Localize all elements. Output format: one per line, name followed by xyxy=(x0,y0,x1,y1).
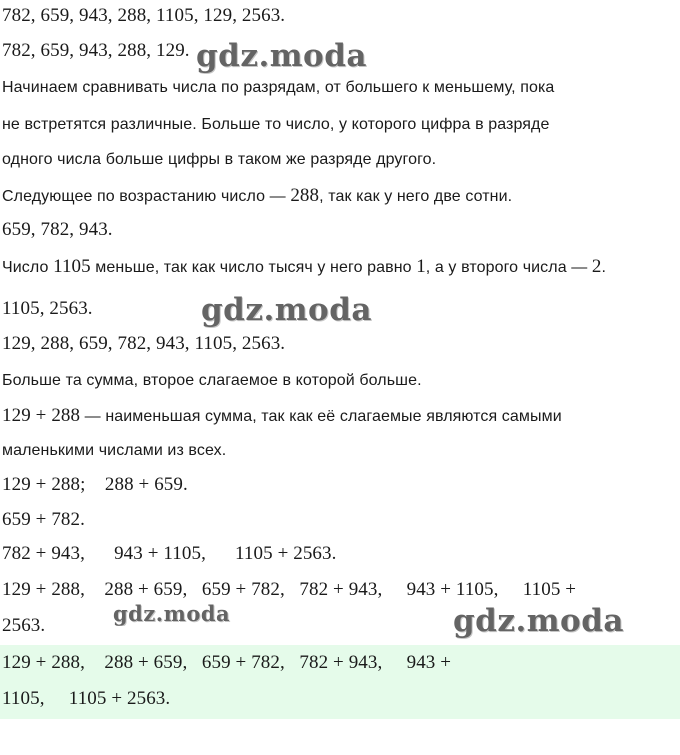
sum-list-3: 782 + 943, 943 + 1105, 1105 + 2563. xyxy=(2,543,337,564)
math-number: 1 xyxy=(416,256,426,277)
math-expression: 129 + 288 xyxy=(2,405,81,426)
explanation-line-1: Начинаем сравнивать числа по разрядам, от большего к меньшему, пока xyxy=(2,79,555,96)
watermark-logo: gdz.moda xyxy=(201,292,372,328)
explanation-line-sum-rule: Больше та сумма, второе слагаемое в которой больше. xyxy=(2,372,422,389)
text-part: меньше, так как число тысяч у него равно xyxy=(90,259,417,276)
explanation-line-smallest-sum xyxy=(2,405,562,427)
text-part: , а у второго числа — xyxy=(425,259,592,276)
explanation-line-smallest-sum-cont: маленькими числами из всех. xyxy=(2,442,227,459)
sum-list-all-cont: 2563. xyxy=(2,615,46,636)
explanation-line-thousands xyxy=(2,256,606,278)
sum-list-1: 129 + 288; 288 + 659. xyxy=(2,474,188,495)
explanation-line-next-number xyxy=(2,185,512,207)
math-number: 2 xyxy=(591,256,602,277)
watermark-logo: gdz.moda xyxy=(196,38,367,74)
sum-list-all: 129 + 288, 288 + 659, 659 + 782, 782 + 943, 943 + 1105, 1105 + xyxy=(2,579,577,600)
number-list-four-digit: 1105, 2563. xyxy=(2,298,93,319)
text-part: — наименьшая сумма, так как её слагаемые являются самыми xyxy=(80,408,562,425)
answer-line-2: 1105, 1105 + 2563. xyxy=(2,688,171,709)
text-part: Число xyxy=(2,259,54,276)
math-number: 288 xyxy=(290,185,320,206)
sum-list-2: 659 + 782. xyxy=(2,509,85,530)
number-list-ordered-part: 659, 782, 943. xyxy=(2,219,113,240)
number-list-sorted: 129, 288, 659, 782, 943, 1105, 2563. xyxy=(2,333,286,354)
number-list-initial: 782, 659, 943, 288, 1105, 129, 2563. xyxy=(2,5,286,26)
text-part: , так как у него две сотни. xyxy=(319,188,513,205)
math-number: 1105 xyxy=(53,256,91,277)
text-part: Следующее по возрастанию число — xyxy=(2,188,291,205)
text-part: . xyxy=(601,259,607,276)
number-list-three-digit: 782, 659, 943, 288, 129. xyxy=(2,40,190,61)
explanation-line-2: не встретятся различные. Больше то число, у которого цифра в разряде xyxy=(2,116,550,133)
watermark-logo: gdz.moda xyxy=(113,601,231,626)
watermark-logo: gdz.moda xyxy=(453,603,624,639)
explanation-line-3: одного числа больше цифры в таком же разряде другого. xyxy=(2,151,437,168)
answer-line-1: 129 + 288, 288 + 659, 659 + 782, 782 + 943, 943 + xyxy=(2,652,452,673)
